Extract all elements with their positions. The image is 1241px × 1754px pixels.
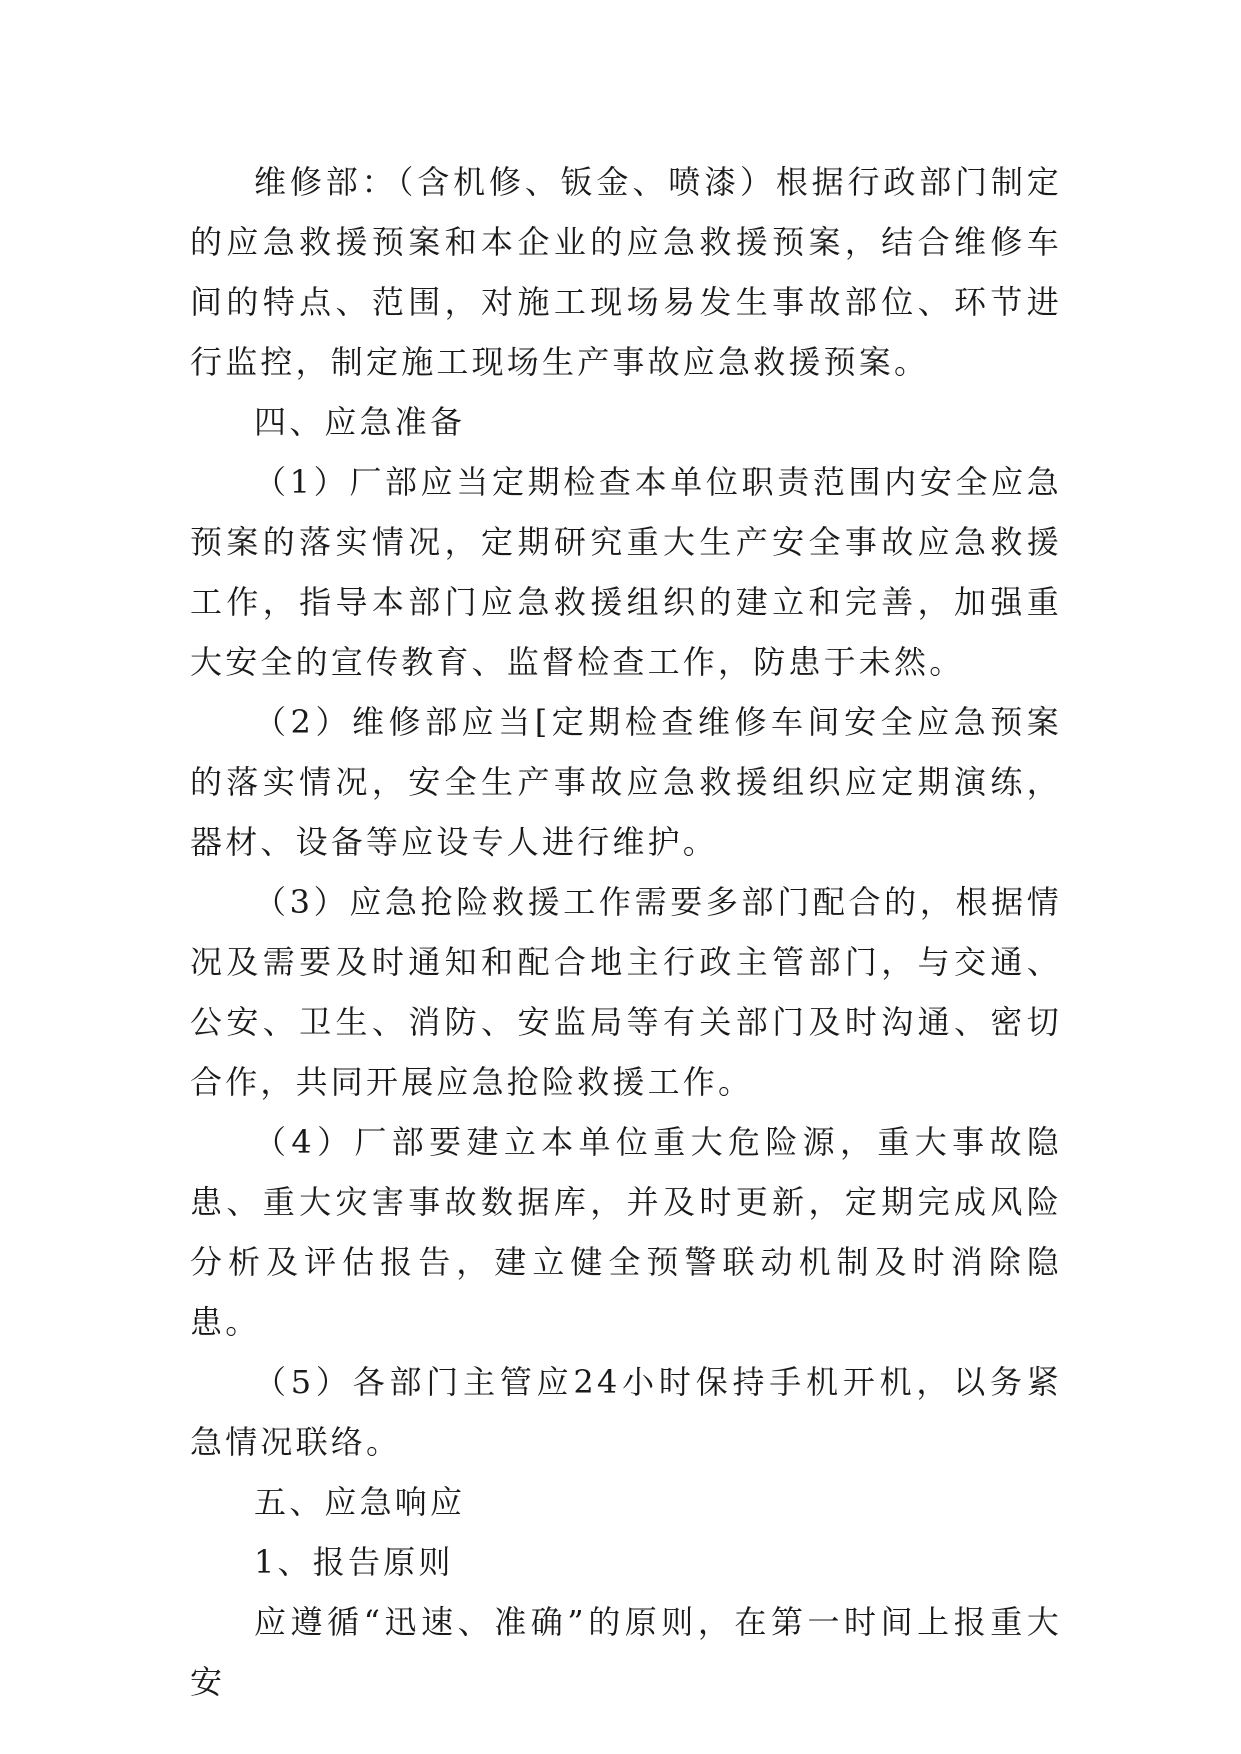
subheading-report-principle: 1、报告原则 bbox=[254, 1543, 454, 1581]
paragraph-item-1: （1）厂部应当定期检查本单位职责范围内安全应急预案的落实情况，定期研究重大生产安全事故应急救援工作，指导本部门应急救援组织的建立和完善，加强重大安全的宣传教育、监督检查工作，防患于未然。 bbox=[190, 463, 1062, 681]
section-heading-emergency-prep: 四、应急准备 bbox=[254, 403, 466, 441]
paragraph-report-principle: 应遵循“迅速、准确”的原则，在第一时间上报重大安 bbox=[190, 1603, 1062, 1701]
document-body bbox=[190, 152, 1062, 1712]
section-heading-emergency-response: 五、应急响应 bbox=[254, 1483, 466, 1521]
paragraph-item-3: （3）应急抢险救援工作需要多部门配合的，根据情况及需要及时通知和配合地主行政主管部门，与交通、公安、卫生、消防、安监局等有关部门及时沟通、密切合作，共同开展应急抢险救援工作。 bbox=[190, 883, 1062, 1101]
paragraph-item-4: （4）厂部要建立本单位重大危险源，重大事故隐患、重大灾害事故数据库，并及时更新，定期完成风险分析及评估报告，建立健全预警联动机制及时消除隐患。 bbox=[190, 1123, 1062, 1341]
paragraph-repair-dept: 维修部：（含机修、钣金、喷漆）根据行政部门制定的应急救援预案和本企业的应急救援预案，结合维修车间的特点、范围，对施工现场易发生事故部位、环节进行监控，制定施工现场生产事故应急救援预案。 bbox=[190, 163, 1062, 381]
paragraph-item-5: （5）各部门主管应24小时保持手机开机，以务紧急情况联络。 bbox=[190, 1363, 1062, 1461]
paragraph-item-2: （2）维修部应当[定期检查维修车间安全应急预案的落实情况，安全生产事故应急救援组织应定期演练，器材、设备等应设专人进行维护。 bbox=[190, 703, 1062, 861]
